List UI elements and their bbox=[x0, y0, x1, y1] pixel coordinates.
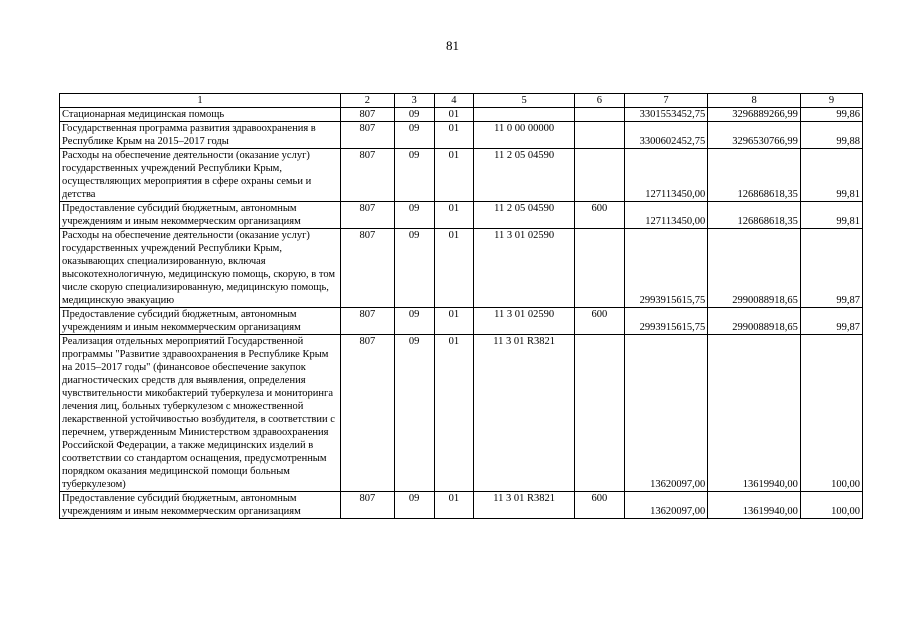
target-article-code: 11 3 01 02590 bbox=[474, 229, 575, 308]
target-article-code: 11 3 01 02590 bbox=[474, 308, 575, 335]
budget-code: 807 bbox=[340, 492, 394, 519]
budget-code: 807 bbox=[340, 122, 394, 149]
execution-percent: 99,87 bbox=[800, 308, 862, 335]
expense-type-code bbox=[574, 229, 624, 308]
header-cell: 9 bbox=[800, 94, 862, 108]
expense-type-code bbox=[574, 335, 624, 492]
executed-amount: 126868618,35 bbox=[708, 202, 801, 229]
budget-code: 807 bbox=[340, 202, 394, 229]
executed-amount: 13619940,00 bbox=[708, 492, 801, 519]
header-cell: 2 bbox=[340, 94, 394, 108]
executed-amount: 2990088918,65 bbox=[708, 229, 801, 308]
table-row bbox=[60, 108, 863, 122]
budget-code: 807 bbox=[340, 108, 394, 122]
execution-percent: 100,00 bbox=[800, 335, 862, 492]
section-code: 09 bbox=[394, 492, 434, 519]
header-cell: 5 bbox=[474, 94, 575, 108]
row-name: Предоставление субсидий бюджетным, автономным учреждениям и иным некоммерческим организациям bbox=[60, 308, 341, 335]
table-row bbox=[60, 492, 863, 519]
planned-amount: 13620097,00 bbox=[624, 335, 707, 492]
subsection-code: 01 bbox=[434, 229, 474, 308]
target-article-code bbox=[474, 108, 575, 122]
budget-code: 807 bbox=[340, 149, 394, 202]
row-name: Расходы на обеспечение деятельности (оказание услуг) государственных учреждений Республики Крым, оказывающих специализированную, включая высокотехнологичную, медицинскую помощь, скорую, в том числе скорую специализированную, медицинскую помощь, медицинскую эвакуацию bbox=[60, 229, 341, 308]
subsection-code: 01 bbox=[434, 122, 474, 149]
row-name: Реализация отдельных мероприятий Государственной программы "Развитие здравоохранения в Республике Крым на 2015–2017 годы" (финансовое обеспечение закупок диагностических средств для выявления, определения чувствительности микобактерий туберкулеза и мониторинга лечения лиц, больных туберкулезом с множественной лекарственной устойчивостью возбудителя, в соответствии с перечнем, утвержденным Министерством здравоохранения Российской Федерации, а также медицинских изделий в соответствии со стандартом оснащения, предусмотренным порядком оказания медицинской помощи больным туберкулезом) bbox=[60, 335, 341, 492]
expense-type-code: 600 bbox=[574, 202, 624, 229]
row-name: Стационарная медицинская помощь bbox=[60, 108, 341, 122]
execution-percent: 100,00 bbox=[800, 492, 862, 519]
executed-amount: 3296530766,99 bbox=[708, 122, 801, 149]
table-row bbox=[60, 122, 863, 149]
budget-code: 807 bbox=[340, 335, 394, 492]
subsection-code: 01 bbox=[434, 202, 474, 229]
executed-amount: 13619940,00 bbox=[708, 335, 801, 492]
execution-percent: 99,87 bbox=[800, 229, 862, 308]
planned-amount: 3301553452,75 bbox=[624, 108, 707, 122]
row-name: Государственная программа развития здравоохранения в Республике Крым на 2015–2017 годы bbox=[60, 122, 341, 149]
execution-percent: 99,81 bbox=[800, 202, 862, 229]
section-code: 09 bbox=[394, 108, 434, 122]
budget-code: 807 bbox=[340, 229, 394, 308]
subsection-code: 01 bbox=[434, 335, 474, 492]
expense-type-code bbox=[574, 149, 624, 202]
table-row bbox=[60, 202, 863, 229]
table-row bbox=[60, 308, 863, 335]
expense-type-code: 600 bbox=[574, 308, 624, 335]
row-name: Расходы на обеспечение деятельности (оказание услуг) государственных учреждений Республики Крым, осуществляющих мероприятия в сфере охраны семьи и детства bbox=[60, 149, 341, 202]
table-header-row bbox=[60, 94, 863, 108]
header-cell: 6 bbox=[574, 94, 624, 108]
table-row bbox=[60, 335, 863, 492]
target-article-code: 11 0 00 00000 bbox=[474, 122, 575, 149]
row-name: Предоставление субсидий бюджетным, автономным учреждениям и иным некоммерческим организациям bbox=[60, 202, 341, 229]
section-code: 09 bbox=[394, 308, 434, 335]
expense-type-code: 600 bbox=[574, 492, 624, 519]
section-code: 09 bbox=[394, 149, 434, 202]
execution-percent: 99,88 bbox=[800, 122, 862, 149]
header-cell: 3 bbox=[394, 94, 434, 108]
planned-amount: 2993915615,75 bbox=[624, 308, 707, 335]
header-cell: 4 bbox=[434, 94, 474, 108]
subsection-code: 01 bbox=[434, 308, 474, 335]
target-article-code: 11 2 05 04590 bbox=[474, 202, 575, 229]
execution-percent: 99,86 bbox=[800, 108, 862, 122]
table-row bbox=[60, 229, 863, 308]
subsection-code: 01 bbox=[434, 108, 474, 122]
header-cell: 8 bbox=[708, 94, 801, 108]
subsection-code: 01 bbox=[434, 149, 474, 202]
planned-amount: 3300602452,75 bbox=[624, 122, 707, 149]
header-cell: 1 bbox=[60, 94, 341, 108]
executed-amount: 3296889266,99 bbox=[708, 108, 801, 122]
target-article-code: 11 3 01 R3821 bbox=[474, 335, 575, 492]
section-code: 09 bbox=[394, 229, 434, 308]
planned-amount: 2993915615,75 bbox=[624, 229, 707, 308]
section-code: 09 bbox=[394, 122, 434, 149]
expense-type-code bbox=[574, 108, 624, 122]
target-article-code: 11 2 05 04590 bbox=[474, 149, 575, 202]
executed-amount: 126868618,35 bbox=[708, 149, 801, 202]
section-code: 09 bbox=[394, 202, 434, 229]
planned-amount: 127113450,00 bbox=[624, 202, 707, 229]
row-name: Предоставление субсидий бюджетным, автономным учреждениям и иным некоммерческим организациям bbox=[60, 492, 341, 519]
execution-percent: 99,81 bbox=[800, 149, 862, 202]
executed-amount: 2990088918,65 bbox=[708, 308, 801, 335]
table-row bbox=[60, 149, 863, 202]
budget-table bbox=[59, 93, 863, 519]
subsection-code: 01 bbox=[434, 492, 474, 519]
target-article-code: 11 3 01 R3821 bbox=[474, 492, 575, 519]
budget-code: 807 bbox=[340, 308, 394, 335]
header-cell: 7 bbox=[624, 94, 707, 108]
planned-amount: 127113450,00 bbox=[624, 149, 707, 202]
expense-type-code bbox=[574, 122, 624, 149]
section-code: 09 bbox=[394, 335, 434, 492]
planned-amount: 13620097,00 bbox=[624, 492, 707, 519]
page-number: 81 bbox=[446, 38, 459, 53]
